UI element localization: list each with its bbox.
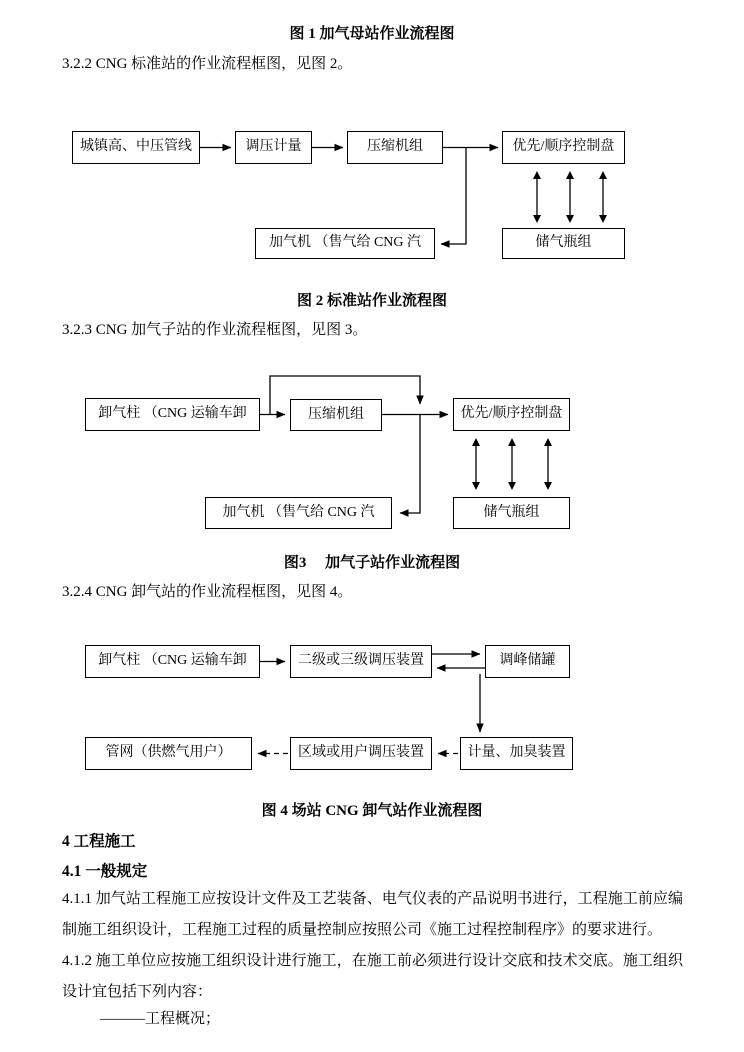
heading-4-1: 4.1 一般规定 <box>62 863 148 880</box>
figure4-caption: 图 4 场站 CNG 卸气站作业流程图 <box>261 803 483 819</box>
fig4-node-peak-tank: 调峰储罐 <box>485 645 570 678</box>
paragraph-4-1-1: 4.1.1 加气站工程施工应按设计文件及工艺装备、电气仪表的产品说明书进行，工程施工前应编制施工组织设计，工程施工过程的质量控制应按照公司《施工过程控制程序》的要求进行。 <box>62 891 683 938</box>
fig2-double-arrowheads <box>533 171 607 223</box>
fig2-node-compressor: 压缩机组 <box>347 131 443 164</box>
section-3-2-4: 3.2.4 CNG 卸气站的作业流程框图，见图 4。 <box>62 584 353 600</box>
fig3-node-priority-panel: 优先/顺序控制盘 <box>453 398 570 431</box>
fig3-arrow-to-dispenser <box>400 415 420 514</box>
figure2-caption: 图 2 标准站作业流程图 <box>296 293 447 309</box>
fig3-arrows <box>260 376 548 513</box>
fig4-node-district-regulator: 区域或用户调压装置 <box>290 737 432 770</box>
fig4-node-unloading-column: 卸气柱 （CNG 运输车卸 <box>85 645 260 678</box>
fig3-node-storage: 储气瓶组 <box>453 497 570 529</box>
fig2-node-regulating-metering: 调压计量 <box>235 131 312 164</box>
fig2-arrow-to-dispenser <box>441 148 466 245</box>
fig3-node-unloading-column: 卸气柱 （CNG 运输车卸 <box>85 398 260 431</box>
fig3-node-dispenser: 加气机 （售气给 CNG 汽 <box>205 497 392 529</box>
figure3-caption: 图3 加气子站作业流程图 <box>283 555 461 571</box>
paragraph-4-1-2: 4.1.2 施工单位应按施工组织设计进行施工，在施工前必须进行设计交底和技术交底。施工组织设计宜包括下列内容： <box>62 953 683 1000</box>
fig3-double-arrowheads <box>472 438 552 490</box>
heading-4: 4 工程施工 <box>62 833 136 850</box>
fig4-node-pipe-network: 管网（供燃气用户） <box>85 737 252 770</box>
figure1-caption: 图 1 加气母站作业流程图 <box>289 26 455 42</box>
fig2-node-pipeline: 城镇高、中压管线 <box>72 131 200 164</box>
fig2-node-dispenser: 加气机 （售气给 CNG 汽 <box>255 228 435 259</box>
list-item-project-overview: ———工程概况； <box>100 1011 221 1027</box>
fig4-node-metering-odorizing: 计量、加臭装置 <box>460 737 573 770</box>
fig3-node-compressor: 压缩机组 <box>290 399 382 431</box>
fig2-node-priority-panel: 优先/顺序控制盘 <box>502 131 625 164</box>
fig4-node-regulator: 二级或三级调压装置 <box>290 645 432 678</box>
fig2-node-storage: 储气瓶组 <box>502 228 625 259</box>
section-3-2-2: 3.2.2 CNG 标准站的作业流程框图，见图 2。 <box>62 56 353 72</box>
section-3-2-3: 3.2.3 CNG 加气子站的作业流程框图，见图 3。 <box>62 322 368 338</box>
